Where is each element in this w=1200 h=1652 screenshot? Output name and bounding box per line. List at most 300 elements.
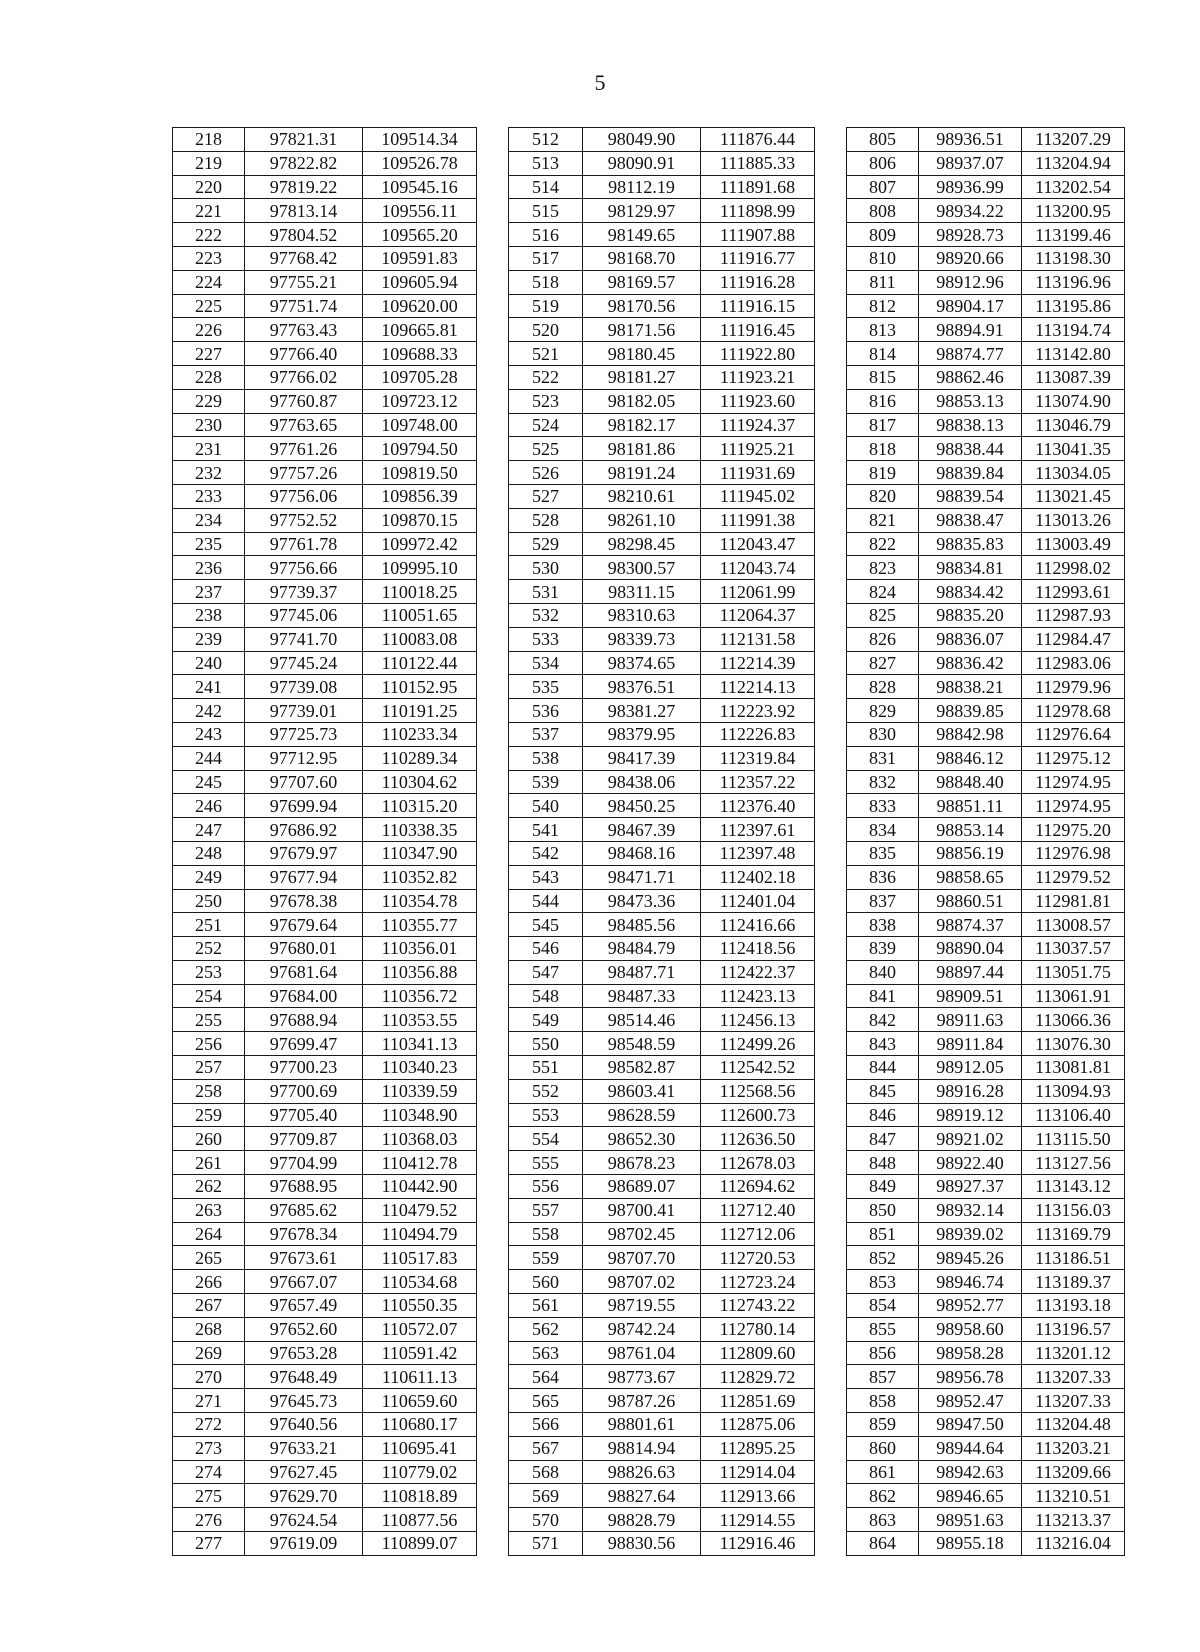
column-gap	[815, 556, 847, 580]
point-number-cell: 219	[173, 151, 245, 175]
point-number-cell: 559	[509, 1246, 583, 1270]
table-row	[173, 223, 1125, 247]
x-coordinate-cell: 98830.56	[583, 1532, 701, 1556]
column-gap	[815, 1436, 847, 1460]
x-coordinate-cell: 98168.70	[583, 246, 701, 270]
point-number-cell: 570	[509, 1508, 583, 1532]
x-coordinate-cell: 97766.02	[245, 365, 363, 389]
x-coordinate-cell: 97679.64	[245, 913, 363, 937]
y-coordinate-cell: 112979.52	[1022, 865, 1125, 889]
point-number-cell: 249	[173, 865, 245, 889]
column-gap	[477, 175, 509, 199]
x-coordinate-cell: 97821.31	[245, 128, 363, 152]
point-number-cell: 276	[173, 1508, 245, 1532]
x-coordinate-cell: 97624.54	[245, 1508, 363, 1532]
y-coordinate-cell: 109605.94	[363, 270, 477, 294]
y-coordinate-cell: 112981.81	[1022, 889, 1125, 913]
x-coordinate-cell: 97739.01	[245, 699, 363, 723]
x-coordinate-cell: 98919.12	[919, 1103, 1022, 1127]
y-coordinate-cell: 113127.56	[1022, 1151, 1125, 1175]
y-coordinate-cell: 110347.90	[363, 841, 477, 865]
column-gap	[815, 1222, 847, 1246]
y-coordinate-cell: 112376.40	[701, 794, 815, 818]
y-coordinate-cell: 112979.96	[1022, 675, 1125, 699]
point-number-cell: 819	[847, 461, 919, 485]
table-row	[173, 246, 1125, 270]
column-gap	[815, 841, 847, 865]
column-gap	[815, 960, 847, 984]
y-coordinate-cell: 109565.20	[363, 223, 477, 247]
column-gap	[815, 865, 847, 889]
column-gap	[477, 1365, 509, 1389]
column-gap	[815, 627, 847, 651]
x-coordinate-cell: 98702.45	[583, 1222, 701, 1246]
point-number-cell: 812	[847, 294, 919, 318]
y-coordinate-cell: 110877.56	[363, 1508, 477, 1532]
y-coordinate-cell: 112226.83	[701, 722, 815, 746]
x-coordinate-cell: 98952.77	[919, 1294, 1022, 1318]
y-coordinate-cell: 113076.30	[1022, 1032, 1125, 1056]
x-coordinate-cell: 98911.84	[919, 1032, 1022, 1056]
point-number-cell: 266	[173, 1270, 245, 1294]
point-number-cell: 223	[173, 246, 245, 270]
point-number-cell: 246	[173, 794, 245, 818]
x-coordinate-cell: 98628.59	[583, 1103, 701, 1127]
y-coordinate-cell: 113066.36	[1022, 1008, 1125, 1032]
point-number-cell: 259	[173, 1103, 245, 1127]
y-coordinate-cell: 110356.72	[363, 984, 477, 1008]
point-number-cell: 236	[173, 556, 245, 580]
x-coordinate-cell: 97652.60	[245, 1317, 363, 1341]
point-number-cell: 857	[847, 1365, 919, 1389]
y-coordinate-cell: 110340.23	[363, 1056, 477, 1080]
x-coordinate-cell: 98860.51	[919, 889, 1022, 913]
x-coordinate-cell: 97704.99	[245, 1151, 363, 1175]
column-gap	[477, 389, 509, 413]
x-coordinate-cell: 98182.05	[583, 389, 701, 413]
x-coordinate-cell: 98181.86	[583, 437, 701, 461]
x-coordinate-cell: 98834.42	[919, 580, 1022, 604]
x-coordinate-cell: 98828.79	[583, 1508, 701, 1532]
point-number-cell: 855	[847, 1317, 919, 1341]
column-gap	[477, 508, 509, 532]
y-coordinate-cell: 113115.50	[1022, 1127, 1125, 1151]
point-number-cell: 805	[847, 128, 919, 152]
x-coordinate-cell: 98181.27	[583, 365, 701, 389]
x-coordinate-cell: 97804.52	[245, 223, 363, 247]
column-gap	[815, 984, 847, 1008]
point-number-cell: 864	[847, 1532, 919, 1556]
point-number-cell: 560	[509, 1270, 583, 1294]
column-gap	[815, 484, 847, 508]
x-coordinate-cell: 97699.94	[245, 794, 363, 818]
y-coordinate-cell: 111898.99	[701, 199, 815, 223]
column-gap	[815, 1460, 847, 1484]
y-coordinate-cell: 112423.13	[701, 984, 815, 1008]
y-coordinate-cell: 113204.94	[1022, 151, 1125, 175]
x-coordinate-cell: 98851.11	[919, 794, 1022, 818]
y-coordinate-cell: 113037.57	[1022, 937, 1125, 961]
point-number-cell: 853	[847, 1270, 919, 1294]
point-number-cell: 842	[847, 1008, 919, 1032]
y-coordinate-cell: 113046.79	[1022, 413, 1125, 437]
x-coordinate-cell: 98582.87	[583, 1056, 701, 1080]
table-row	[173, 746, 1125, 770]
point-number-cell: 809	[847, 223, 919, 247]
y-coordinate-cell: 112780.14	[701, 1317, 815, 1341]
y-coordinate-cell: 110412.78	[363, 1151, 477, 1175]
point-number-cell: 261	[173, 1151, 245, 1175]
column-gap	[815, 937, 847, 961]
column-gap	[477, 1175, 509, 1199]
x-coordinate-cell: 98858.65	[919, 865, 1022, 889]
table-row	[173, 151, 1125, 175]
x-coordinate-cell: 98835.20	[919, 603, 1022, 627]
y-coordinate-cell: 112743.22	[701, 1294, 815, 1318]
x-coordinate-cell: 98911.63	[919, 1008, 1022, 1032]
column-gap	[815, 223, 847, 247]
table-row	[173, 1365, 1125, 1389]
x-coordinate-cell: 98835.83	[919, 532, 1022, 556]
point-number-cell: 234	[173, 508, 245, 532]
x-coordinate-cell: 98826.63	[583, 1460, 701, 1484]
y-coordinate-cell: 113207.29	[1022, 128, 1125, 152]
point-number-cell: 553	[509, 1103, 583, 1127]
x-coordinate-cell: 97619.09	[245, 1532, 363, 1556]
point-number-cell: 567	[509, 1436, 583, 1460]
table-row	[173, 1317, 1125, 1341]
column-gap	[477, 1222, 509, 1246]
x-coordinate-cell: 98719.55	[583, 1294, 701, 1318]
x-coordinate-cell: 97725.73	[245, 722, 363, 746]
x-coordinate-cell: 97679.97	[245, 841, 363, 865]
table-row	[173, 984, 1125, 1008]
point-number-cell: 863	[847, 1508, 919, 1532]
y-coordinate-cell: 112061.99	[701, 580, 815, 604]
column-gap	[477, 318, 509, 342]
x-coordinate-cell: 98912.05	[919, 1056, 1022, 1080]
point-number-cell: 856	[847, 1341, 919, 1365]
point-number-cell: 240	[173, 651, 245, 675]
y-coordinate-cell: 110442.90	[363, 1175, 477, 1199]
column-gap	[815, 151, 847, 175]
point-number-cell: 250	[173, 889, 245, 913]
column-gap	[477, 984, 509, 1008]
point-number-cell: 517	[509, 246, 583, 270]
point-number-cell: 818	[847, 437, 919, 461]
y-coordinate-cell: 113198.30	[1022, 246, 1125, 270]
point-number-cell: 810	[847, 246, 919, 270]
table-row	[173, 128, 1125, 152]
point-number-cell: 554	[509, 1127, 583, 1151]
column-gap	[815, 913, 847, 937]
table-row	[173, 532, 1125, 556]
table-row	[173, 603, 1125, 627]
point-number-cell: 552	[509, 1079, 583, 1103]
column-gap	[477, 841, 509, 865]
point-number-cell: 521	[509, 342, 583, 366]
column-gap	[815, 1365, 847, 1389]
table-row	[173, 484, 1125, 508]
x-coordinate-cell: 98773.67	[583, 1365, 701, 1389]
y-coordinate-cell: 112916.46	[701, 1532, 815, 1556]
y-coordinate-cell: 111925.21	[701, 437, 815, 461]
y-coordinate-cell: 112974.95	[1022, 770, 1125, 794]
point-number-cell: 253	[173, 960, 245, 984]
point-number-cell: 520	[509, 318, 583, 342]
column-gap	[815, 699, 847, 723]
column-gap	[815, 342, 847, 366]
point-number-cell: 550	[509, 1032, 583, 1056]
table-row	[173, 794, 1125, 818]
point-number-cell: 251	[173, 913, 245, 937]
x-coordinate-cell: 97813.14	[245, 199, 363, 223]
point-number-cell: 852	[847, 1246, 919, 1270]
point-number-cell: 257	[173, 1056, 245, 1080]
point-number-cell: 547	[509, 960, 583, 984]
x-coordinate-cell: 98921.02	[919, 1127, 1022, 1151]
x-coordinate-cell: 98874.37	[919, 913, 1022, 937]
y-coordinate-cell: 110348.90	[363, 1103, 477, 1127]
y-coordinate-cell: 113194.74	[1022, 318, 1125, 342]
y-coordinate-cell: 111885.33	[701, 151, 815, 175]
x-coordinate-cell: 98548.59	[583, 1032, 701, 1056]
table-row	[173, 913, 1125, 937]
column-gap	[477, 246, 509, 270]
column-gap	[815, 746, 847, 770]
y-coordinate-cell: 112987.93	[1022, 603, 1125, 627]
point-number-cell: 836	[847, 865, 919, 889]
column-gap	[815, 389, 847, 413]
x-coordinate-cell: 98912.96	[919, 270, 1022, 294]
x-coordinate-cell: 98836.42	[919, 651, 1022, 675]
table-row	[173, 342, 1125, 366]
table-row	[173, 199, 1125, 223]
x-coordinate-cell: 98928.73	[919, 223, 1022, 247]
point-number-cell: 531	[509, 580, 583, 604]
column-gap	[815, 246, 847, 270]
point-number-cell: 260	[173, 1127, 245, 1151]
column-gap	[815, 365, 847, 389]
point-number-cell: 859	[847, 1413, 919, 1437]
x-coordinate-cell: 98842.98	[919, 722, 1022, 746]
y-coordinate-cell: 113087.39	[1022, 365, 1125, 389]
point-number-cell: 541	[509, 818, 583, 842]
x-coordinate-cell: 97673.61	[245, 1246, 363, 1270]
y-coordinate-cell: 111922.80	[701, 342, 815, 366]
y-coordinate-cell: 111876.44	[701, 128, 815, 152]
x-coordinate-cell: 98927.37	[919, 1175, 1022, 1199]
y-coordinate-cell: 109514.34	[363, 128, 477, 152]
x-coordinate-cell: 98944.64	[919, 1436, 1022, 1460]
y-coordinate-cell: 110550.35	[363, 1294, 477, 1318]
table-row	[173, 1127, 1125, 1151]
point-number-cell: 254	[173, 984, 245, 1008]
x-coordinate-cell: 98846.12	[919, 746, 1022, 770]
table-row	[173, 960, 1125, 984]
y-coordinate-cell: 113034.05	[1022, 461, 1125, 485]
y-coordinate-cell: 113041.35	[1022, 437, 1125, 461]
point-number-cell: 532	[509, 603, 583, 627]
table-row	[173, 508, 1125, 532]
y-coordinate-cell: 113203.21	[1022, 1436, 1125, 1460]
column-gap	[815, 1103, 847, 1127]
column-gap	[477, 1198, 509, 1222]
point-number-cell: 822	[847, 532, 919, 556]
point-number-cell: 543	[509, 865, 583, 889]
x-coordinate-cell: 98700.41	[583, 1198, 701, 1222]
point-number-cell: 233	[173, 484, 245, 508]
y-coordinate-cell: 112978.68	[1022, 699, 1125, 723]
table-row	[173, 389, 1125, 413]
y-coordinate-cell: 112397.61	[701, 818, 815, 842]
y-coordinate-cell: 110339.59	[363, 1079, 477, 1103]
point-number-cell: 228	[173, 365, 245, 389]
column-gap	[815, 532, 847, 556]
column-gap	[815, 1151, 847, 1175]
point-number-cell: 566	[509, 1413, 583, 1437]
column-gap	[815, 1294, 847, 1318]
table-row	[173, 1484, 1125, 1508]
x-coordinate-cell: 98487.71	[583, 960, 701, 984]
table-row	[173, 722, 1125, 746]
x-coordinate-cell: 98839.84	[919, 461, 1022, 485]
x-coordinate-cell: 97739.37	[245, 580, 363, 604]
x-coordinate-cell: 98374.65	[583, 651, 701, 675]
x-coordinate-cell: 98945.26	[919, 1246, 1022, 1270]
y-coordinate-cell: 110356.88	[363, 960, 477, 984]
y-coordinate-cell: 113196.57	[1022, 1317, 1125, 1341]
x-coordinate-cell: 98956.78	[919, 1365, 1022, 1389]
x-coordinate-cell: 98514.46	[583, 1008, 701, 1032]
x-coordinate-cell: 97761.26	[245, 437, 363, 461]
x-coordinate-cell: 97751.74	[245, 294, 363, 318]
x-coordinate-cell: 98310.63	[583, 603, 701, 627]
table-row	[173, 1032, 1125, 1056]
y-coordinate-cell: 113021.45	[1022, 484, 1125, 508]
column-gap	[815, 1413, 847, 1437]
y-coordinate-cell: 109972.42	[363, 532, 477, 556]
point-number-cell: 230	[173, 413, 245, 437]
point-number-cell: 238	[173, 603, 245, 627]
x-coordinate-cell: 98298.45	[583, 532, 701, 556]
x-coordinate-cell: 98916.28	[919, 1079, 1022, 1103]
point-number-cell: 844	[847, 1056, 919, 1080]
x-coordinate-cell: 98838.21	[919, 675, 1022, 699]
column-gap	[815, 1079, 847, 1103]
column-gap	[477, 1056, 509, 1080]
y-coordinate-cell: 110354.78	[363, 889, 477, 913]
y-coordinate-cell: 110479.52	[363, 1198, 477, 1222]
point-number-cell: 526	[509, 461, 583, 485]
x-coordinate-cell: 98874.77	[919, 342, 1022, 366]
x-coordinate-cell: 97640.56	[245, 1413, 363, 1437]
x-coordinate-cell: 98904.17	[919, 294, 1022, 318]
column-gap	[477, 770, 509, 794]
point-number-cell: 538	[509, 746, 583, 770]
column-gap	[815, 722, 847, 746]
y-coordinate-cell: 112456.13	[701, 1008, 815, 1032]
point-number-cell: 831	[847, 746, 919, 770]
point-number-cell: 267	[173, 1294, 245, 1318]
x-coordinate-cell: 98952.47	[919, 1389, 1022, 1413]
x-coordinate-cell: 97756.66	[245, 556, 363, 580]
x-coordinate-cell: 98300.57	[583, 556, 701, 580]
x-coordinate-cell: 98468.16	[583, 841, 701, 865]
x-coordinate-cell: 97677.94	[245, 865, 363, 889]
table-row	[173, 461, 1125, 485]
y-coordinate-cell: 112214.13	[701, 675, 815, 699]
y-coordinate-cell: 112064.37	[701, 603, 815, 627]
x-coordinate-cell: 98484.79	[583, 937, 701, 961]
x-coordinate-cell: 98853.14	[919, 818, 1022, 842]
point-number-cell: 277	[173, 1532, 245, 1556]
y-coordinate-cell: 112694.62	[701, 1175, 815, 1199]
y-coordinate-cell: 112851.69	[701, 1389, 815, 1413]
column-gap	[815, 294, 847, 318]
table-row	[173, 699, 1125, 723]
x-coordinate-cell: 98936.51	[919, 128, 1022, 152]
column-gap	[477, 580, 509, 604]
point-number-cell: 841	[847, 984, 919, 1008]
column-gap	[815, 1198, 847, 1222]
point-number-cell: 845	[847, 1079, 919, 1103]
y-coordinate-cell: 113003.49	[1022, 532, 1125, 556]
point-number-cell: 270	[173, 1365, 245, 1389]
column-gap	[815, 1341, 847, 1365]
x-coordinate-cell: 98894.91	[919, 318, 1022, 342]
y-coordinate-cell: 110572.07	[363, 1317, 477, 1341]
y-coordinate-cell: 112914.55	[701, 1508, 815, 1532]
column-gap	[477, 1270, 509, 1294]
point-number-cell: 830	[847, 722, 919, 746]
x-coordinate-cell: 98487.33	[583, 984, 701, 1008]
point-number-cell: 248	[173, 841, 245, 865]
x-coordinate-cell: 97688.95	[245, 1175, 363, 1199]
y-coordinate-cell: 112976.64	[1022, 722, 1125, 746]
point-number-cell: 808	[847, 199, 919, 223]
x-coordinate-cell: 98169.57	[583, 270, 701, 294]
point-number-cell: 827	[847, 651, 919, 675]
column-gap	[815, 794, 847, 818]
x-coordinate-cell: 97712.95	[245, 746, 363, 770]
coordinates-table-body	[173, 128, 1125, 1556]
point-number-cell: 540	[509, 794, 583, 818]
point-number-cell: 813	[847, 318, 919, 342]
point-number-cell: 838	[847, 913, 919, 937]
y-coordinate-cell: 109995.10	[363, 556, 477, 580]
table-row	[173, 865, 1125, 889]
y-coordinate-cell: 112984.47	[1022, 627, 1125, 651]
y-coordinate-cell: 110152.95	[363, 675, 477, 699]
point-number-cell: 247	[173, 818, 245, 842]
column-gap	[477, 1532, 509, 1556]
table-row	[173, 318, 1125, 342]
point-number-cell: 256	[173, 1032, 245, 1056]
y-coordinate-cell: 110338.35	[363, 818, 477, 842]
column-gap	[477, 1436, 509, 1460]
point-number-cell: 815	[847, 365, 919, 389]
column-gap	[815, 818, 847, 842]
x-coordinate-cell: 98937.07	[919, 151, 1022, 175]
table-row	[173, 1008, 1125, 1032]
point-number-cell: 562	[509, 1317, 583, 1341]
x-coordinate-cell: 98450.25	[583, 794, 701, 818]
y-coordinate-cell: 112357.22	[701, 770, 815, 794]
point-number-cell: 239	[173, 627, 245, 651]
y-coordinate-cell: 110659.60	[363, 1389, 477, 1413]
point-number-cell: 274	[173, 1460, 245, 1484]
